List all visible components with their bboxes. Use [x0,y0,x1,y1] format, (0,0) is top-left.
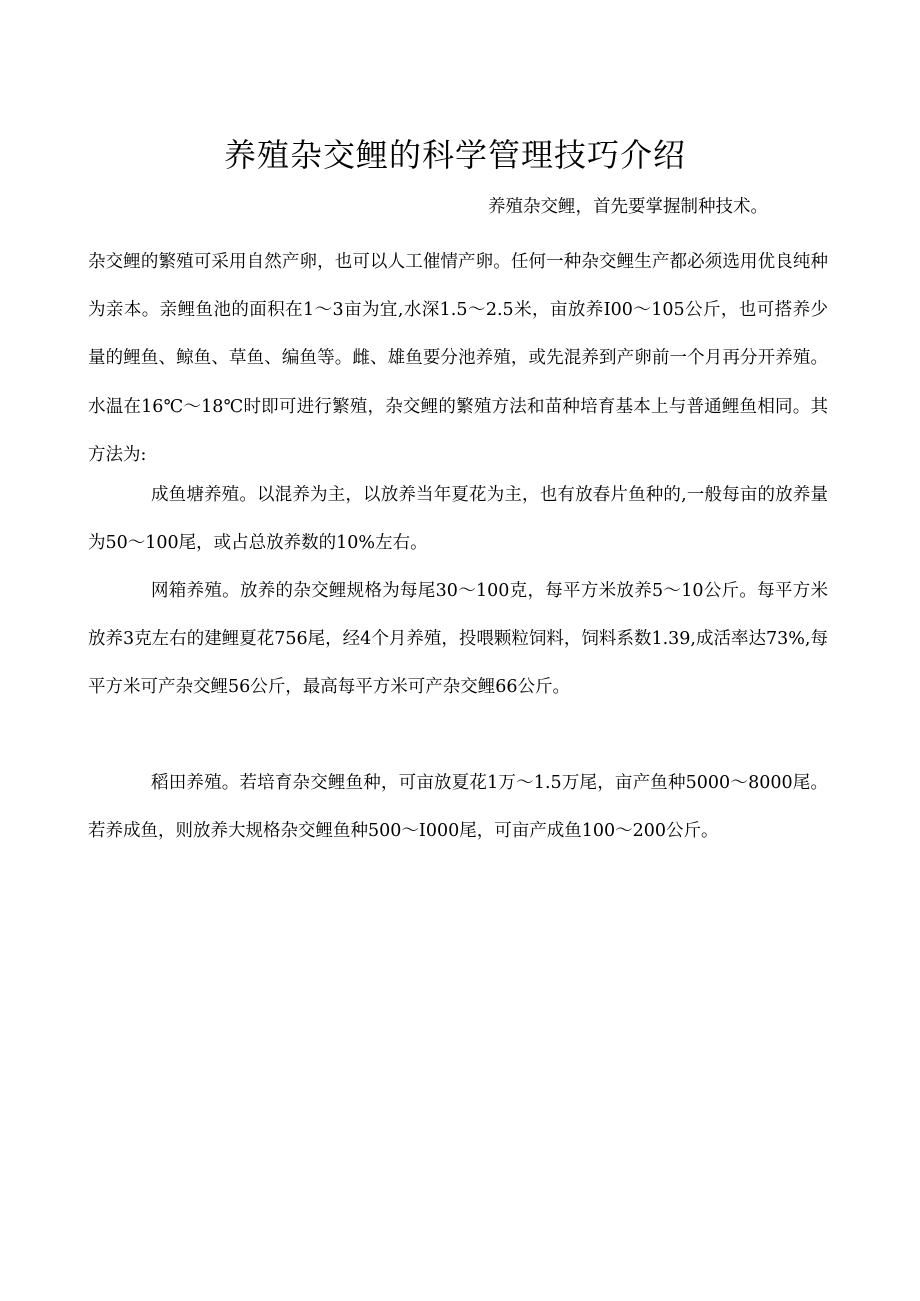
paragraph-rice-field-culture: 稻田养殖。若培育杂交鲤鱼种，可亩放夏花1万～1.5万尾，亩产鱼种5000～8000尾。若养成鱼，则放养大规格杂交鲤鱼种500～I000尾，可亩产成鱼100～200公斤。 [88,773,828,842]
document-title: 养殖杂交鲤的科学管理技巧介绍 [223,136,686,174]
paragraph-cage-culture: 网箱养殖。放养的杂交鲤规格为每尾30～100克，每平方米放养5～10公斤。每平方米放养3克左右的建鲤夏花756尾，经4个月养殖，投喂颗粒饲料，饲料系数1.39,成活率达73%,每平方米可产杂交鲤56公斤，最高每平方米可产杂交鲤66公斤。 [88,581,828,698]
paragraph-pond-culture: 成鱼塘养殖。以混养为主，以放养当年夏花为主，也有放春片鱼种的,一般每亩的放养量为50～100尾，或占总放养数的10%左右。 [88,485,828,554]
document-subtitle: 养殖杂交鲤，首先要掌握制种技术。 [488,197,768,217]
paragraph-intro: 杂交鲤的繁殖可采用自然产卵，也可以人工催情产卵。任何一种杂交鲤生产都必须选用优良纯种为亲本。亲鲤鱼池的面积在1～3亩为宜,水深1.5～2.5米，亩放养I00～105公斤，也可搭养少量的鲤鱼、鲸鱼、草鱼、编鱼等。雌、雄鱼要分池养殖，或先混养到产卵前一个月再分开养殖。水温在16℃～18℃时即可进行繁殖，杂交鲤的繁殖方法和苗种培育基本上与普通鲤鱼相同。其方法为: [88,252,828,465]
